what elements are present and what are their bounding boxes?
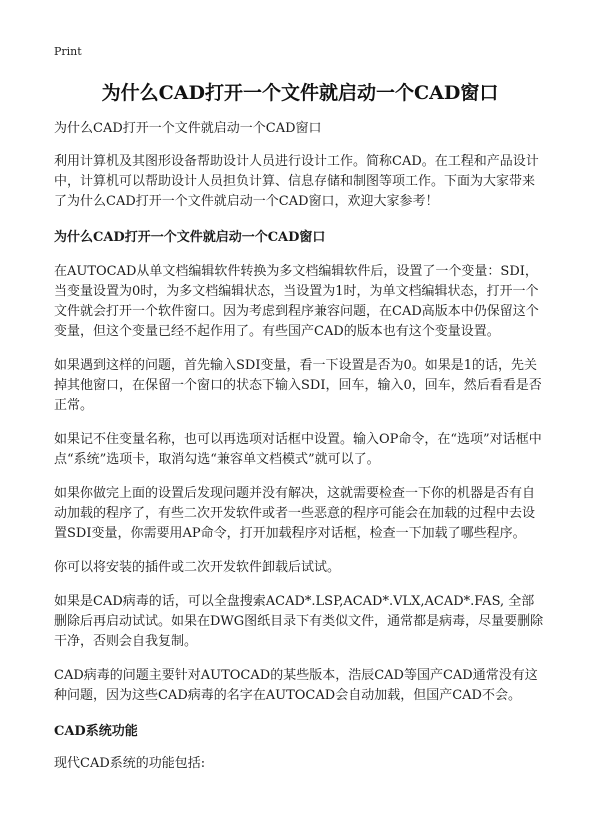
paragraph-virus-search: 如果是CAD病毒的话，可以全盘搜索ACAD*.LSP,ACAD*.VLX,ACAD*.FAS, 全部删除后再启动试试。如果在DWG图纸目录下有类似文件，通常都是病毒，尽量要删除干净，否则会自我复制。 bbox=[54, 594, 544, 649]
section-heading-cad-functions: CAD系统功能 bbox=[54, 724, 138, 739]
paragraph-uninstall-plugins: 你可以将安装的插件或二次开发软件卸载后试试。 bbox=[54, 560, 341, 575]
page-title: 为什么CAD打开一个文件就启动一个CAD窗口 bbox=[101, 82, 499, 104]
intro-paragraph: 利用计算机及其图形设备帮助设计人员进行设计工作。简称CAD。在工程和产品设计中，计算机可以帮助设计人员担负计算、信息存储和制图等项工作。下面为大家带来了为什么CAD打开一个文件就启动一个CAD窗口，欢迎大家参考！ bbox=[54, 154, 539, 209]
paragraph-options-dialog: 如果记不住变量名称，也可以再选项对话框中设置。输入OP命令，在“选项”对话框中点“系统”选项卡，取消勾选“兼容单文档模式”就可以了。 bbox=[54, 432, 542, 467]
print-label[interactable]: Print bbox=[54, 45, 82, 58]
paragraph-cad-functions-intro: 现代CAD系统的功能包括: bbox=[54, 756, 206, 771]
paragraph-sdi-variable: 在AUTOCAD从单文档编辑软件转换为多文档编辑软件后，设置了一个变量：SDI，当变量设置为0时，为多文档编辑状态，当设置为1时，为单文档编辑状态，打开一个文件就会打开一个软件窗口。因为考虑到程序兼容问题，在CAD高版本中仍保留这个变量，但这个变量已经不起作用了。有些国产CAD的版本也有这个变量设置。 bbox=[54, 264, 539, 339]
article-subtitle: 为什么CAD打开一个文件就启动一个CAD窗口 bbox=[54, 121, 322, 136]
paragraph-sdi-check: 如果遇到这样的问题，首先输入SDI变量，看一下设置是否为0。如果是1的话，先关掉其他窗口，在保留一个窗口的状态下输入SDI，回车，输入0，回车，然后看看是否正常。 bbox=[54, 358, 542, 413]
paragraph-autoload-check: 如果你做完上面的设置后发现问题并没有解决，这就需要检查一下你的机器是否有自动加载的程序了，有些二次开发软件或者一些恶意的程序可能会在加载的过程中去设置SDI变量，你需要用AP命令，打开加载程序对话框，检查一下加载了哪些程序。 bbox=[54, 486, 536, 541]
section-heading-sdi: 为什么CAD打开一个文件就启动一个CAD窗口 bbox=[54, 230, 326, 245]
paragraph-virus-versions: CAD病毒的问题主要针对AUTOCAD的某些版本，浩辰CAD等国产CAD通常没有这种问题，因为这些CAD病毒的名字在AUTOCAD会自动加载，但国产CAD不会。 bbox=[54, 668, 538, 703]
